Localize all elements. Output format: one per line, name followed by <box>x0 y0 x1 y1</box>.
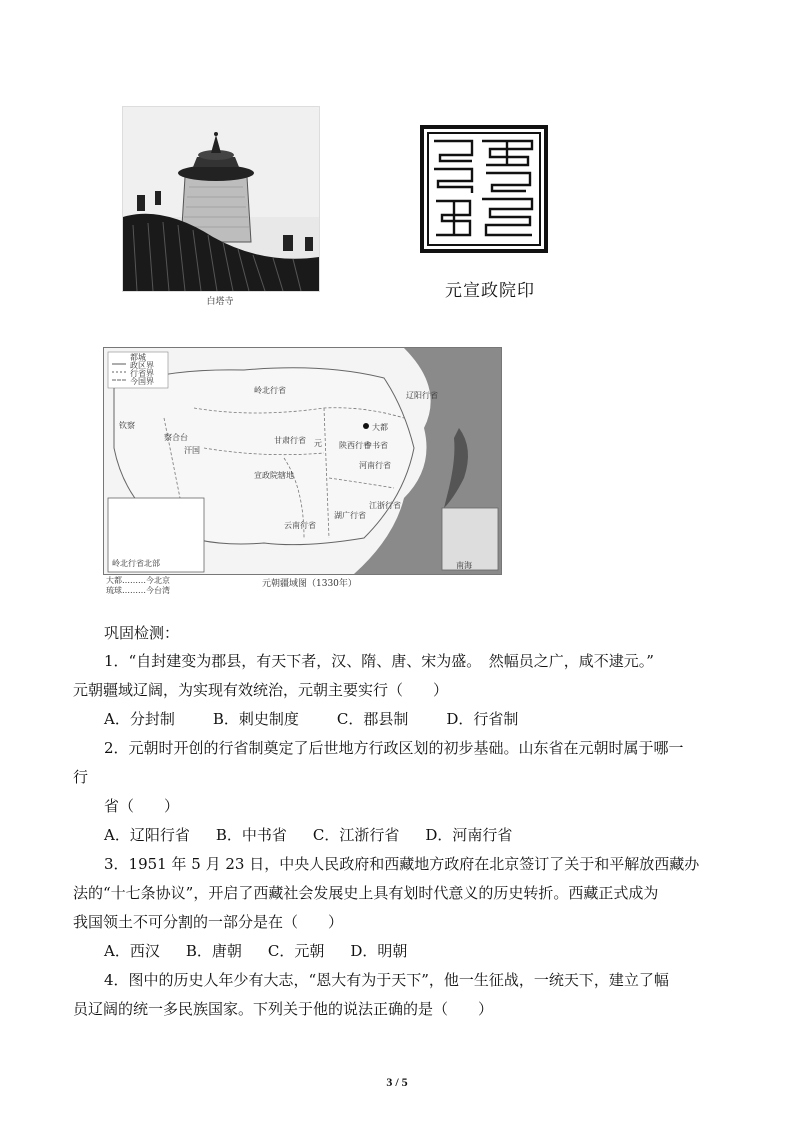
option-b[interactable]: B．唐朝 <box>185 942 242 960</box>
question-2 <box>73 734 723 850</box>
map-label: 察合台 <box>164 433 188 442</box>
option-b[interactable]: B．刺史制度 <box>212 710 299 728</box>
question-1 <box>73 647 723 734</box>
map-label: 云南行省 <box>284 521 316 530</box>
question-stem: 3．1951 年 5 月 23 日，中央人民政府和西藏地方政府在北京签订了关于和平解放西藏办 <box>104 855 700 873</box>
map-label: 河南行省 <box>359 461 391 470</box>
option-d[interactable]: D．河南行省 <box>425 826 513 844</box>
question-stem: 行 <box>73 768 89 786</box>
map-legend-entry: 行省界 <box>130 369 154 378</box>
map-legend-entry: 今国界 <box>130 377 154 386</box>
map-label: 钦察 <box>119 421 135 430</box>
map-label: 湖广行省 <box>334 511 366 520</box>
map-label: 岭北行省北部 <box>112 559 160 568</box>
map-label: 汗国 <box>184 446 200 455</box>
yuan-territory-map <box>103 347 502 575</box>
question-options <box>73 705 723 734</box>
option-a[interactable]: A．西汉 <box>104 942 160 960</box>
map-notes <box>106 576 170 596</box>
option-c[interactable]: C．元朝 <box>267 942 325 960</box>
option-b[interactable]: B．中书省 <box>215 826 287 844</box>
photo-caption: 白塔寺 <box>206 297 234 307</box>
question-options <box>73 821 723 850</box>
question-3 <box>73 850 723 966</box>
option-a[interactable]: A．辽阳行省 <box>104 826 190 844</box>
map-label: 陕西行省 <box>339 441 371 450</box>
map-label: 甘肃行省 <box>274 436 306 445</box>
map-label: 江浙行省 <box>369 501 401 510</box>
option-c[interactable]: C．郡县制 <box>336 710 409 728</box>
question-stem: 员辽阔的统一多民族国家。下列关于他的说法正确的是（ ） <box>73 1000 494 1018</box>
question-stem: 1．“自封建变为郡县，有天下者，汉、隋、唐、宋为盛。 然幅员之广，咸不逮元。” <box>104 652 654 670</box>
map-legend-entry: 政区界 <box>130 361 154 370</box>
option-a[interactable]: A．分封制 <box>104 710 175 728</box>
page-number: 3 / 5 <box>386 1075 408 1089</box>
map-label: 岭北行省 <box>254 386 286 395</box>
map-note: 琉球………今台湾 <box>106 586 170 595</box>
white-pagoda-photo <box>122 106 320 292</box>
question-stem: 元朝疆域辽阔，为实现有效统治，元朝主要实行（ ） <box>73 681 449 699</box>
question-stem: 4．图中的历史人年少有大志，“恩大有为于天下”，他一生征战，一统天下，建立了幅 <box>104 971 669 989</box>
option-d[interactable]: D．明朝 <box>350 942 408 960</box>
seal-image <box>420 125 548 253</box>
question-stem: 2．元朝时开创的行省制奠定了后世地方行政区划的初步基础。山东省在元朝时属于哪一 <box>104 739 684 757</box>
question-options <box>73 937 723 966</box>
option-c[interactable]: C．江浙行省 <box>312 826 400 844</box>
section-title: 巩固检测： <box>104 624 180 642</box>
map-caption: 元朝疆域图（1330年） <box>262 579 357 589</box>
map-label: 大都 <box>372 423 388 432</box>
map-legend-entry: 都城 <box>130 353 146 362</box>
question-stem: 我国领土不可分割的一部分是在（ ） <box>73 913 344 931</box>
map-label: 宣政院辖地 <box>254 471 294 480</box>
map-note: 大都………今北京 <box>106 576 170 585</box>
map-label: 元 <box>314 439 322 448</box>
option-d[interactable]: D．行省制 <box>446 710 519 728</box>
question-stem: 省（ ） <box>104 797 180 815</box>
map-label: 中书省 <box>364 441 388 450</box>
question-4 <box>73 966 723 1024</box>
map-label: 辽阳行省 <box>406 391 438 400</box>
map-label: 南海 <box>456 561 472 570</box>
seal-caption: 元宣政院印 <box>445 281 535 301</box>
question-stem: 法的“十七条协议”，开启了西藏社会发展史上具有划时代意义的历史转折。西藏正式成为 <box>73 884 659 902</box>
